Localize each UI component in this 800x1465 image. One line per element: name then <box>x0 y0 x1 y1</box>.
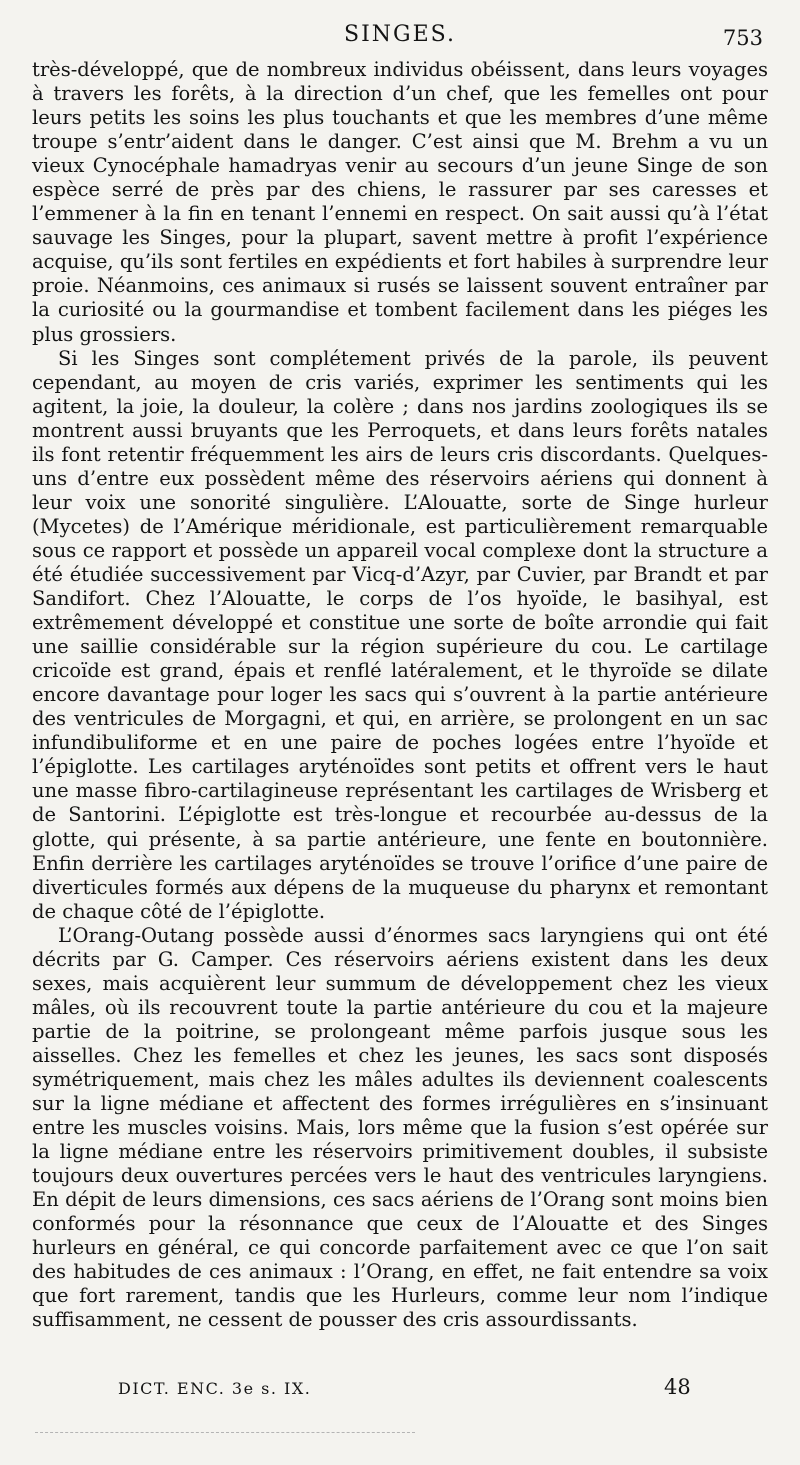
paragraph: très-développé, que de nombreux individus obéissent, dans leurs voyages à travers les forêts, à la direction d’un chef, que les femelles ont pour leurs petits les soins les plus touchants et que les membres d’une même troupe s’entr’aident dans le danger. C’est ainsi que M. Brehm a vu un vieux Cynocéphale hamadryas venir au secours d’un jeune Singe de son espèce serré de près par des chiens, le rassurer par ses caresses et l’emmener à la fin en tenant l’ennemi en respect. On sait aussi qu’à l’état sauvage les Singes, pour la plupart, savent mettre à profit l’expérience acquise, qu’ils sont fertiles en expédients et fort habiles à surprendre leur proie. Néanmoins, ces animaux si rusés se laissent souvent entraîner par la curiosité ou la gourmandise et tombent facilement dans les piéges les plus grossiers. <box>32 58 768 346</box>
paragraph: Si les Singes sont complétement privés de la parole, ils peuvent cependant, au moyen de cris variés, exprimer les sentiments qui les agitent, la joie, la douleur, la colère ; dans nos jardins zoologiques ils se montrent aussi bruyants que les Perroquets, et dans leurs forêts natales ils font retentir fréquemment les airs de leurs cris discordants. Quelques-uns d’entre eux possèdent même des réservoirs aériens qui donnent à leur voix une sonorité singulière. L’Alouatte, sorte de Singe hurleur (Mycetes) de l’Amérique méridionale, est particulièrement remarquable sous ce rapport et possède un appareil vocal complexe dont la structure a été étudiée successivement par Vicq-d’Azyr, par Cuvier, par Brandt et par Sandifort. Chez l’Alouatte, le corps de l’os hyoïde, le basihyal, est extrêmement développé et constitue une sorte de boîte arrondie qui fait une saillie considérable sur la région supérieure du cou. Le cartilage cricoïde est grand, épais et renflé latéralement, et le thyroïde se dilate encore davantage pour loger les sacs qui s’ouvrent à la partie antérieure des ventricules de Morgagni, et qui, en arrière, se prolongent en un sac infundibuliforme et en une paire de poches logées entre l’hyoïde et l’épiglotte. Les cartilages aryténoïdes sont petits et offrent vers le haut une masse fibro-cartilagineuse représentant les cartilages de Wrisberg et de Santorini. L’épiglotte est très-longue et recourbée au-dessus de la glotte, qui présente, à sa partie antérieure, une fente en boutonnière. Enfin derrière les cartilages aryténoïdes se trouve l’orifice d’une paire de diverticules formés aux dépens de la muqueuse du pharynx et remontant de chaque côté de l’épiglotte. <box>32 346 768 923</box>
page-number: 753 <box>722 26 763 50</box>
printer-signature: DICT. ENC. 3e s. IX. <box>118 1379 312 1398</box>
body-text <box>32 58 768 1332</box>
signature-number: 48 <box>664 1375 691 1399</box>
paragraph: L’Orang-Outang possède aussi d’énormes sacs laryngiens qui ont été décrits par G. Camper. Ces réservoirs aériens existent dans les deux sexes, mais acquièrent leur summum de développement chez les vieux mâles, où ils recouvrent toute la partie antérieure du cou et la majeure partie de la poitrine, se prolongeant même parfois jusque sous les aisselles. Chez les femelles et chez les jeunes, les sacs sont disposés symétriquement, mais chez les mâles adultes ils deviennent coalescents sur la ligne médiane et affectent des formes irrégulières en s’insinuant entre les muscles voisins. Mais, lors même que la fusion s’est opérée sur la ligne médiane entre les réservoirs primitivement doubles, il subsiste toujours deux ouvertures percées vers le haut des ventricules laryngiens. En dépit de leurs dimensions, ces sacs aériens de l’Orang sont moins bien conformés pour la résonnance que ceux de l’Alouatte et des Singes hurleurs en général, ce qui concorde parfaitement avec ce que l’on sait des habitudes de ces animaux : l’Orang, en effet, ne fait entendre sa voix que fort rarement, tandis que les Hurleurs, comme leur nom l’indique suffisamment, ne cessent de pousser des cris assourdissants. <box>32 923 768 1332</box>
page-footer <box>0 1375 800 1405</box>
page-edge-rule <box>35 1432 415 1433</box>
running-title: SINGES. <box>344 22 456 47</box>
